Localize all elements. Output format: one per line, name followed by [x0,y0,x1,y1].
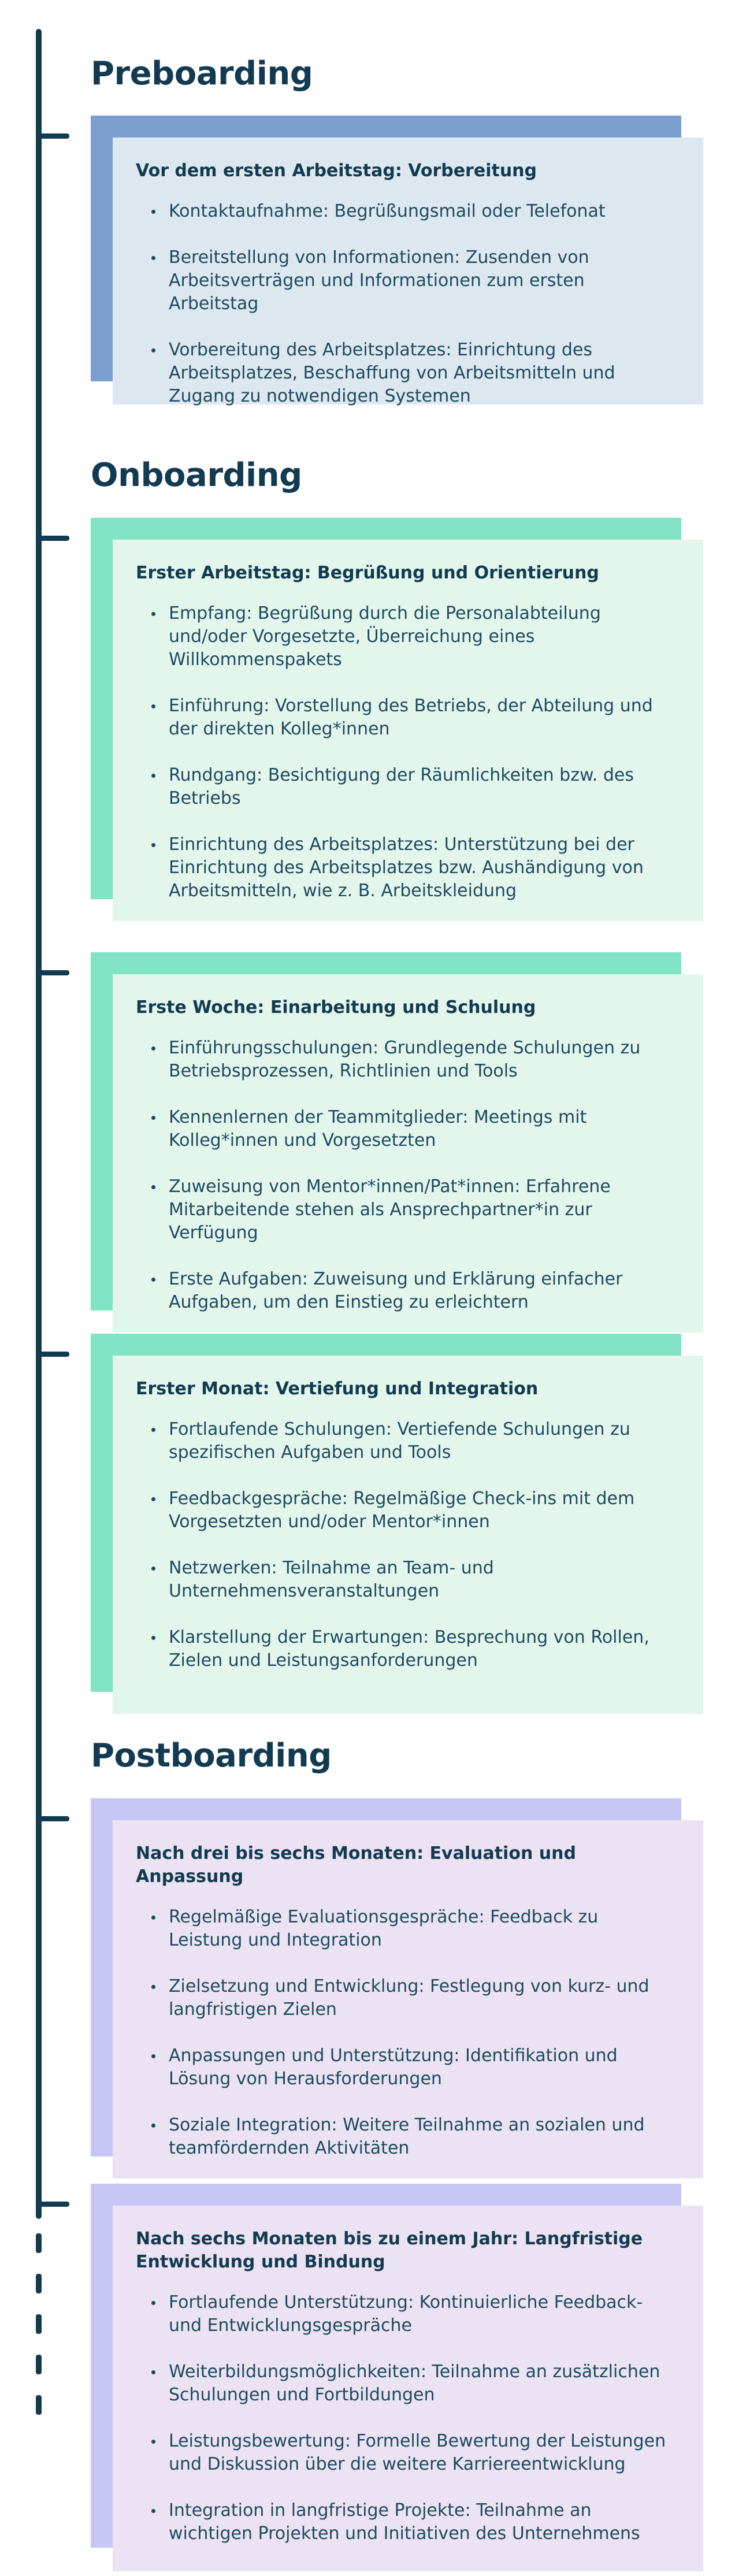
list-item: Integration in langfristige Projekte: Teilnahme an wichtigen Projekten und Initiativen des Unternehmens [136,2499,677,2545]
phase-title-onboarding: Onboarding [91,456,302,494]
list-item: Anpassungen und Unterstützung: Identifikation und Lösung von Herausforderungen [136,2044,677,2091]
card-list [136,2291,677,2545]
timeline-dash [36,2355,42,2374]
list-item: Rundgang: Besichtigung der Räumlichkeiten bzw. des Betriebs [136,764,677,810]
phase-title-preboarding: Preboarding [91,55,313,92]
timeline-dash [36,2233,42,2253]
list-item: Kennenlernen der Teammitglieder: Meetings mit Kolleg*innen und Vorgesetzten [136,1106,677,1152]
timeline-tick [37,970,69,975]
list-item: Klarstellung der Erwartungen: Besprechung von Rollen, Zielen und Leistungsanforderungen [136,1626,677,1672]
timeline-tick [37,133,69,139]
list-item: Weiterbildungsmöglichkeiten: Teilnahme an zusätzlichen Schulungen und Fortbildungen [136,2360,677,2407]
list-item: Zielsetzung und Entwicklung: Festlegung von kurz- und langfristigen Zielen [136,1975,677,2021]
list-item: Regelmäßige Evaluationsgespräche: Feedback zu Leistung und Integration [136,1906,677,1952]
timeline-tick [37,1352,69,1357]
timeline-tick [37,1816,69,1821]
phase-card [113,540,703,921]
phase-card [113,1820,703,2178]
card-list [136,1418,677,1672]
card-list [136,1037,677,1314]
list-item: Erste Aufgaben: Zuweisung und Erklärung einfacher Aufgaben, um den Einstieg zu erleichtern [136,1268,677,1314]
list-item: Zuweisung von Mentor*innen/Pat*innen: Erfahrene Mitarbeitende stehen als Ansprechpartner*in zur Verfügung [136,1175,677,1245]
list-item: Kontaktaufnahme: Begrüßungsmail oder Telefonat [136,200,677,223]
phase-title-postboarding: Postboarding [91,1737,332,1775]
timeline-dash [36,2395,42,2415]
card-title: Nach sechs Monaten bis zu einem Jahr: Langfristige Entwicklung und Bindung [136,2229,643,2272]
card-list [136,200,677,408]
card-title: Vor dem ersten Arbeitstag: Vorbereitung [136,161,537,181]
card-list [136,602,677,903]
list-item: Fortlaufende Unterstützung: Kontinuierliche Feedback- und Entwicklungsgespräche [136,2291,677,2337]
phase-card [113,1356,703,1714]
card-title: Erste Woche: Einarbeitung und Schulung [136,997,536,1018]
timeline-dash [36,2314,42,2334]
list-item: Einführung: Vorstellung des Betriebs, der Abteilung und der direkten Kolleg*innen [136,695,677,741]
phase-card [113,974,703,1332]
phase-card [113,2206,703,2571]
timeline-dash [36,2274,42,2293]
phase-card [113,138,703,404]
list-item: Soziale Integration: Weitere Teilnahme an sozialen und teamfördernden Aktivitäten [136,2114,677,2160]
list-item: Einführungsschulungen: Grundlegende Schulungen zu Betriebsprozessen, Richtlinien und Tools [136,1037,677,1083]
list-item: Fortlaufende Schulungen: Vertiefende Schulungen zu spezifischen Aufgaben und Tools [136,1418,677,1464]
timeline-tick [37,536,69,541]
list-item: Vorbereitung des Arbeitsplatzes: Einrichtung des Arbeitsplatzes, Beschaffung von Arbeitsmitteln und Zugang zu notwendigen Systemen [136,339,677,408]
list-item: Einrichtung des Arbeitsplatzes: Unterstützung bei der Einrichtung des Arbeitsplatzes bzw. Aushändigung von Arbeitsmitteln, wie z. B. Arbeitskleidung [136,833,677,903]
timeline-tick [37,2202,69,2207]
list-item: Bereitstellung von Informationen: Zusenden von Arbeitsverträgen und Informationen zum ersten Arbeitstag [136,246,677,315]
card-title: Erster Monat: Vertiefung und Integration [136,1379,539,1399]
card-title: Erster Arbeitstag: Begrüßung und Orientierung [136,563,599,583]
card-title: Nach drei bis sechs Monaten: Evaluation und Anpassung [136,1843,576,1887]
list-item: Feedbackgespräche: Regelmäßige Check-ins mit dem Vorgesetzten und/oder Mentor*innen [136,1487,677,1534]
card-list [136,1906,677,2160]
list-item: Netzwerken: Teilnahme an Team- und Unternehmensveranstaltungen [136,1557,677,1603]
timeline-line [36,29,42,2219]
list-item: Leistungsbewertung: Formelle Bewertung der Leistungen und Diskussion über die weitere Karriereentwicklung [136,2430,677,2476]
list-item: Empfang: Begrüßung durch die Personalabteilung und/oder Vorgesetzte, Überreichung eines Willkommenspakets [136,602,677,671]
